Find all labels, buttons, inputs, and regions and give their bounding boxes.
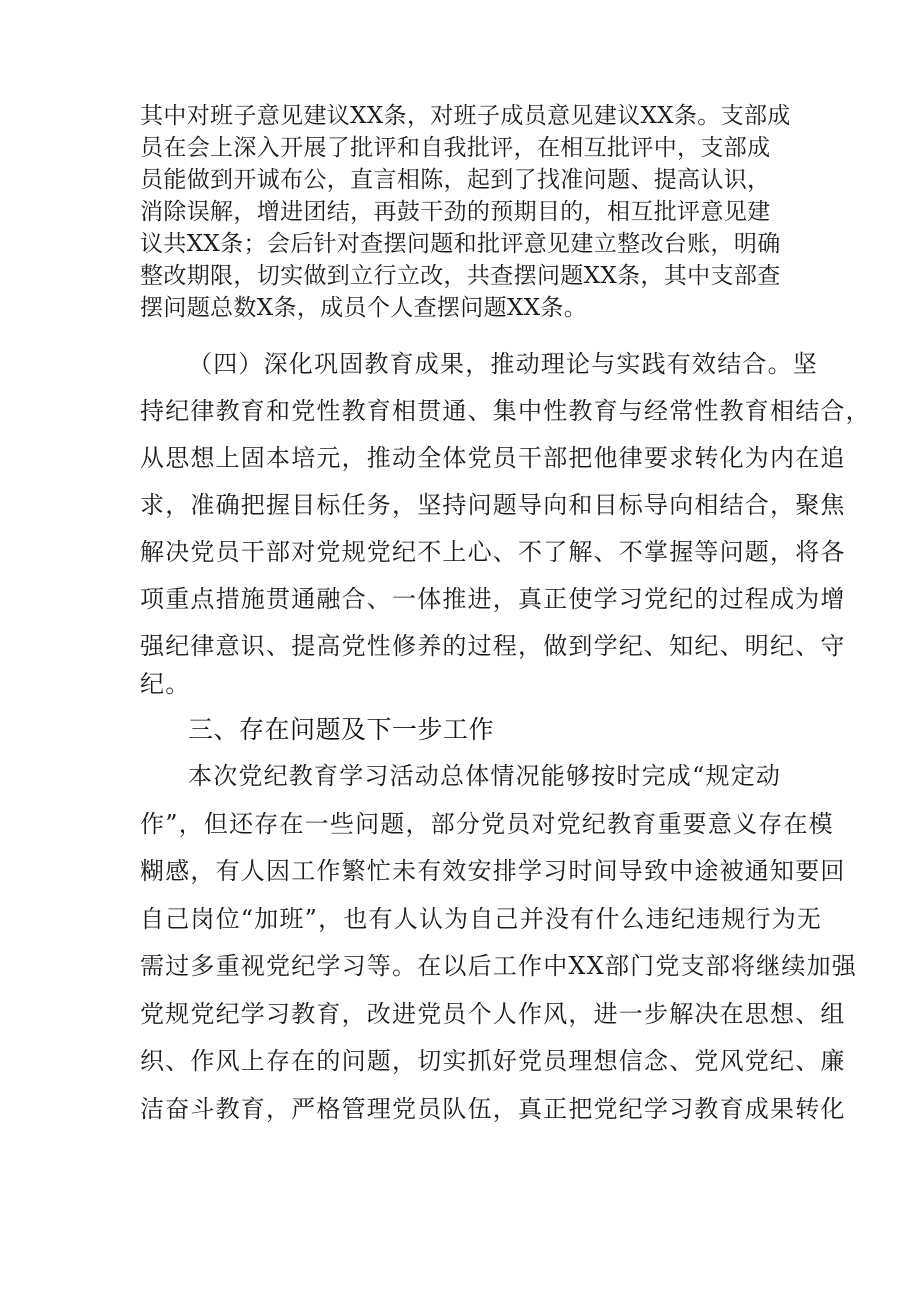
text-line: 员在会上深入开展了批评和自我批评，在相互批评中，支部成 <box>140 135 771 161</box>
text-line: 整改期限，切实做到立行立改，共查摆问题XX条，其中支部查 <box>140 263 781 289</box>
text-line: 需过多重视党纪学习等。在以后工作中XX部门党支部将继续加强 <box>140 952 857 980</box>
text-line: 摆问题总数X条，成员个人查摆问题XX条。 <box>140 295 588 321</box>
text-line: 自己岗位“加班”，也有人认为自己并没有什么违纪违规行为无 <box>140 905 823 933</box>
text-line: （四）深化巩固教育成果，推动理论与实践有效结合。坚 <box>188 350 818 378</box>
text-line: 党规党纪学习教育，改进党员个人作风，进一步解决在思想、组 <box>140 1000 846 1028</box>
text-line: 其中对班子意见建议XX条，对班子成员意见建议XX条。支部成 <box>140 103 791 129</box>
text-line: 从思想上固本培元，推动全体党员干部把他律要求转化为内在追 <box>140 444 846 472</box>
text-line: 洁奋斗教育，严格管理党员队伍，真正把党纪学习教育成果转化 <box>140 1095 846 1123</box>
text-line: 本次党纪教育学习活动总体情况能够按时完成“规定动 <box>188 762 782 790</box>
text-line: 纪。 <box>140 670 191 698</box>
text-line: 织、作风上存在的问题，切实抓好党员理想信念、党风党纪、廉 <box>140 1047 846 1075</box>
text-line: 议共XX条；会后针对查摆问题和批评意见建立整改台账，明确 <box>140 231 781 257</box>
text-line: 糊感，有人因工作繁忙未有效安排学习时间导致中途被通知要回 <box>140 857 846 885</box>
text-line: 消除误解，增进团结，再鼓干劲的预期目的，相互批评意见建 <box>140 199 771 225</box>
text-line: 作”，但还存在一些问题，部分党员对党纪教育重要意义存在模 <box>140 810 834 838</box>
text-line: 项重点措施贯通融合、一体推进，真正使学习党纪的过程成为增 <box>140 585 846 613</box>
text-line: 员能做到开诚布公，直言相陈，起到了找准问题、提高认识， <box>140 167 771 193</box>
text-line: 解决党员干部对党规党纪不上心、不了解、不掌握等问题，将各 <box>140 538 846 566</box>
text-line: 持纪律教育和党性教育相贯通、集中性教育与经常性教育相结合， <box>140 397 871 425</box>
text-line: 强纪律意识、提高党性修养的过程，做到学纪、知纪、明纪、守 <box>140 632 846 660</box>
section-heading: 三、存在问题及下一步工作 <box>188 715 495 744</box>
text-line: 求，准确把握目标任务，坚持问题导向和目标导向相结合，聚焦 <box>140 491 846 519</box>
